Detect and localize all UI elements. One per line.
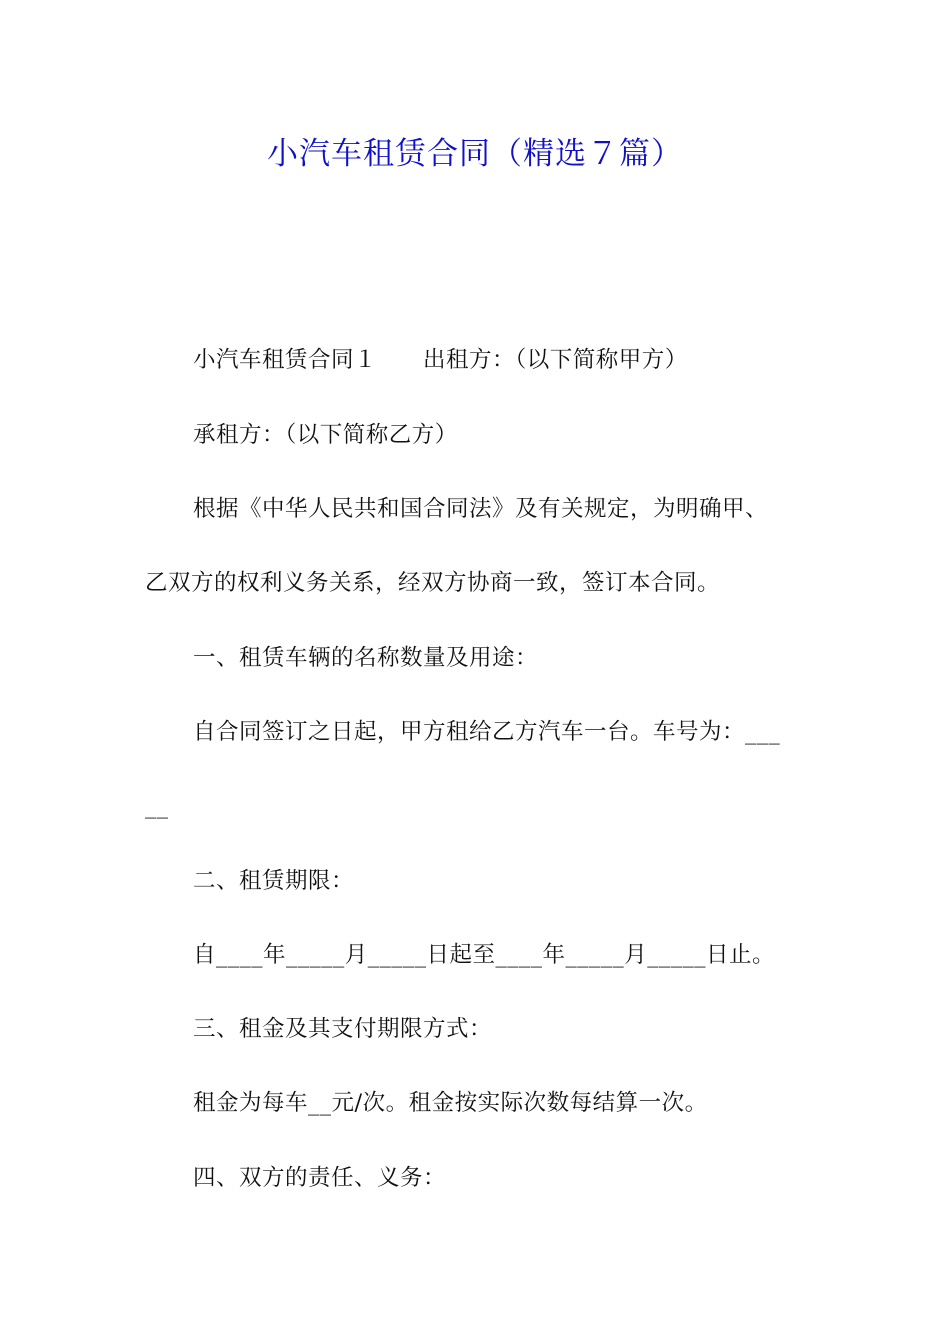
paragraph-vehicle-line2: __	[145, 793, 169, 819]
paragraph-vehicle-line1: 自合同签订之日起，甲方租给乙方汽车一台。车号为：___	[193, 719, 781, 745]
paragraph-basis-line1: 根据《中华人民共和国合同法》及有关规定，为明确甲、	[193, 496, 769, 522]
section-heading-vehicle: 一、租赁车辆的名称数量及用途：	[193, 645, 539, 671]
lessor-label: 出租方：（以下简称甲方）	[423, 347, 688, 373]
section-heading-duties: 四、双方的责任、义务：	[193, 1165, 447, 1191]
paragraph-term-dates: 自____年_____月_____日起至____年_____月_____日止。	[193, 942, 776, 968]
section-heading-term: 二、租赁期限：	[193, 868, 355, 894]
paragraph-rent-amount: 租金为每车__元/次。租金按实际次数每结算一次。	[193, 1090, 708, 1116]
contract-number-label: 小汽车租赁合同１	[193, 347, 378, 373]
paragraph-basis-line2: 乙双方的权利义务关系，经双方协商一致，签订本合同。	[145, 570, 721, 596]
paragraph-lessee: 承租方：（以下简称乙方）	[193, 422, 458, 448]
paragraph-contract-heading	[193, 345, 688, 375]
section-heading-rent: 三、租金及其支付期限方式：	[193, 1016, 493, 1042]
document-title: 小汽车租赁合同（精选７篇）	[267, 136, 683, 172]
